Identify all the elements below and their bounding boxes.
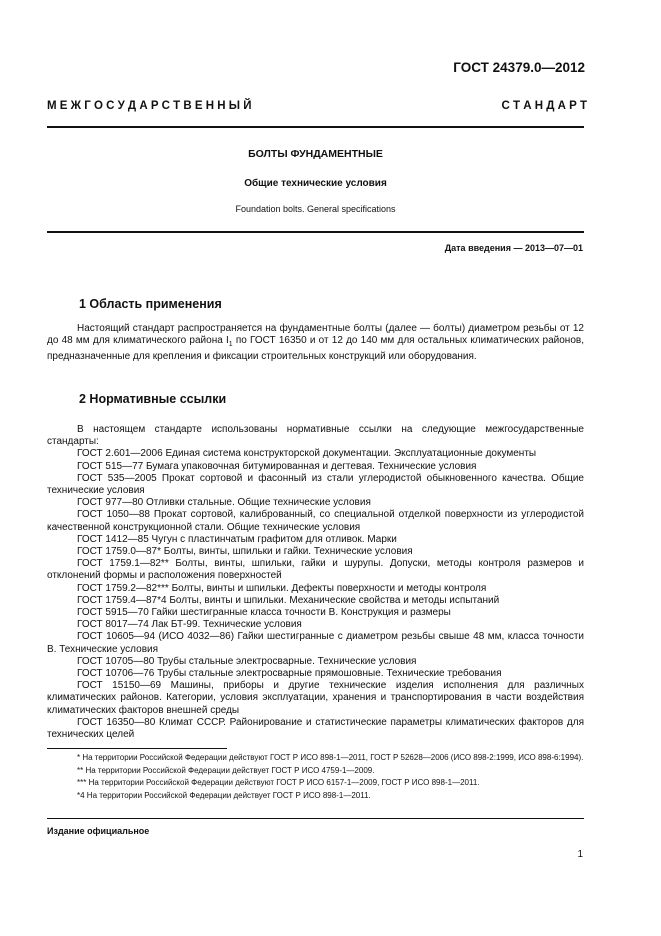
top-rule (47, 126, 584, 128)
footnotes (47, 752, 584, 802)
section-1-heading: 1 Область применения (79, 297, 222, 311)
reference-item: ГОСТ 1759.1—82** Болты, винты, шпильки, гайки и шурупы. Допуски, методы контроля размеров и отклонений формы и расположения поверхностей (47, 558, 584, 582)
reference-item: ГОСТ 1759.4—87*4 Болты, винты и шпильки. Механические свойства и методы испытаний (77, 594, 500, 606)
reference-item: ГОСТ 5915—70 Гайки шестигранные класса точности В. Конструкция и размеры (77, 607, 451, 619)
reference-item: ГОСТ 535—2005 Прокат сортовой и фасонный из стали углеродистой обыкновенного качества. Общие технические условия (47, 472, 584, 497)
standard-code: ГОСТ 24379.0—2012 (453, 60, 585, 75)
reference-item: ГОСТ 16350—80 Климат СССР. Районирование и статистические параметры климатических факторов для технических целей (47, 716, 584, 741)
reference-item: ГОСТ 10706—76 Трубы стальные электросварные прямошовные. Технические требования (77, 668, 502, 680)
scope-text-start: Настоящий стандарт распространяется на фундаментные болты (далее — болты) диаметром резьбы от 12 до 48 мм для климатического района I (47, 323, 584, 347)
banner-right: С Т А Н Д А Р Т (501, 100, 587, 112)
title-rule (47, 231, 584, 233)
reference-item: ГОСТ 10605—94 (ИСО 4032—86) Гайки шестигранные с диаметром резьбы свыше 48 мм, класса точности В. Технические условия (47, 631, 584, 655)
introduction-date: Дата введения — 2013—07—01 (444, 243, 583, 253)
section-2-heading: 2 Нормативные ссылки (79, 392, 227, 406)
edition-label: Издание официальное (47, 826, 150, 836)
section-1-text (47, 323, 584, 364)
english-title: Foundation bolts. General specifications (235, 204, 396, 214)
reference-item: ГОСТ 1412—85 Чугун с пластинчатым графитом для отливок. Марки (77, 533, 397, 545)
footer-rule (47, 818, 584, 819)
reference-item: ГОСТ 8017—74 Лак БТ-99. Технические условия (77, 619, 302, 631)
page-number: 1 (577, 849, 583, 860)
footnote: * На территории Российской Федерации действуют ГОСТ Р ИСО 898-1—2011, ГОСТ Р 52628—2006 (ИСО 898-2:1999, ИСО 898-6:1994). (77, 753, 584, 762)
banner-left: М Е Ж Г О С У Д А Р С Т В Е Н Н Ы Й (47, 100, 252, 112)
scope-subscript: 1 (228, 341, 233, 349)
footnote: *4 На территории Российской Федерации действует ГОСТ Р ИСО 898-1—2011. (77, 790, 371, 800)
reference-item: ГОСТ 2.601—2006 Единая система конструкторской документации. Эксплуатационные документы (77, 448, 537, 460)
reference-item: ГОСТ 977—80 Отливки стальные. Общие технические условия (77, 497, 371, 509)
normative-references (47, 424, 584, 741)
footnote: ** На территории Российской Федерации действует ГОСТ Р ИСО 4759-1—2009. (77, 765, 375, 775)
document-title: БОЛТЫ ФУНДАМЕНТНЫЕ (248, 148, 383, 160)
reference-item: ГОСТ 1759.2—82*** Болты, винты и шпильки. Дефекты поверхности и методы контроля (77, 582, 487, 594)
reference-item: ГОСТ 10705—80 Трубы стальные электросварные. Технические условия (77, 655, 417, 667)
reference-item: ГОСТ 1050—88 Прокат сортовой, калиброванный, со специальной отделкой поверхности из углеродистой качественной конструкционной стали. Общие технические условия (47, 509, 584, 533)
references-intro: В настоящем стандарте использованы нормативные ссылки на следующие межгосударственные стандарты: (47, 424, 584, 448)
reference-item: ГОСТ 15150—69 Машины, приборы и другие технические изделия исполнения для различных климатических районов. Категории, условия эксплуатации, хранения и транспортирования в части воздействия климатических факторов внешней среды (47, 680, 584, 716)
reference-item: ГОСТ 1759.0—87* Болты, винты, шпильки и гайки. Технические условия (77, 546, 413, 558)
reference-item: ГОСТ 515—77 Бумага упаковочная битумированная и дегтевая. Технические условия (77, 460, 477, 472)
document-subtitle: Общие технические условия (244, 178, 387, 189)
footnote: *** На территории Российской Федерации действуют ГОСТ Р ИСО 6157-1—2009, ГОСТ Р ИСО 898-1—2011. (77, 778, 480, 787)
standard-type-banner (47, 100, 587, 112)
scope-text-end: по ГОСТ 16350 и от 12 до 140 мм для остальных климатических районов, предназначенные для крепления и фиксации строительных конструкций или оборудования. (47, 335, 584, 363)
footnote-separator (47, 748, 227, 749)
